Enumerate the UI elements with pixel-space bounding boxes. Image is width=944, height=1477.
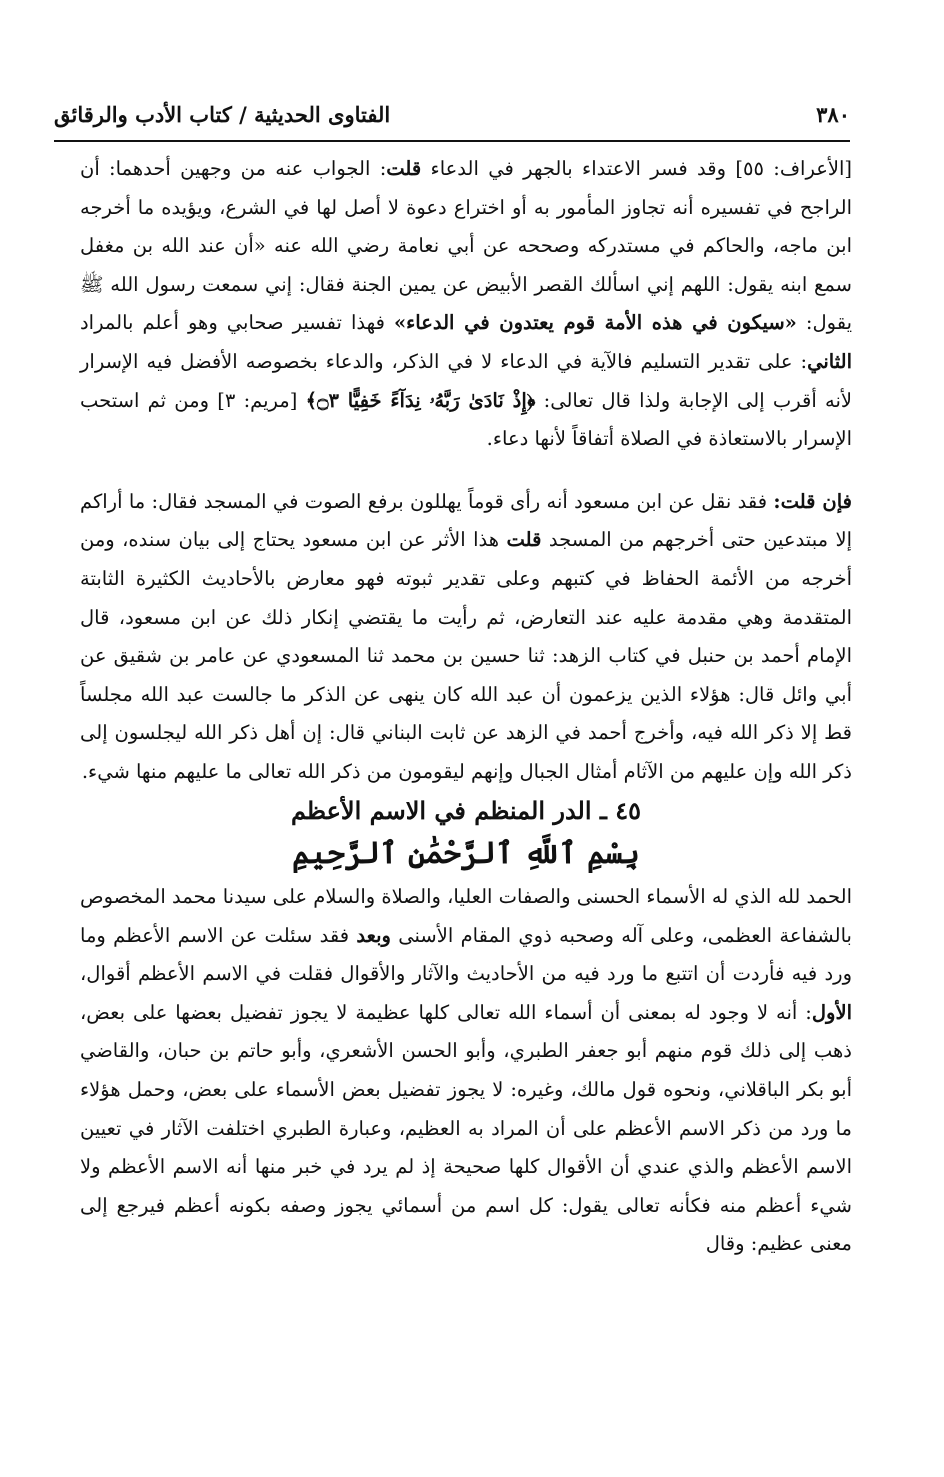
- keyword-qult: قلت: [506, 528, 542, 552]
- quran-verse: ﴿إِذْ نَادَىٰ رَبَّهُۥ نِدَآءً خَفِيًّا ۝٣﴾: [305, 388, 536, 412]
- keyword-second: الثاني: [807, 349, 852, 373]
- page-number: ٣٨٠: [816, 101, 850, 127]
- keyword-wa-baad: وبعد: [356, 923, 391, 947]
- page-body: [80, 150, 852, 1264]
- hadith-quote: «سيكون في هذه الأمة قوم يعتدون في الدعاء»: [393, 311, 797, 335]
- chapter-title: ٤٥ ـ الدر المنظم في الاسم الأعظم: [290, 795, 642, 825]
- text-run: فهذا تفسير صحابي وهو أعلم بالمراد: [80, 311, 394, 335]
- header-divider: [54, 140, 850, 142]
- text-run: : على تقدير التسليم فالآية في الدعاء لا في الذكر، والدعاء بخصوصه الأفضل فيه الإسرار لأنه أقرب إلى الإجابة ولذا قال تعالى:: [80, 349, 852, 412]
- running-title: الفتاوى الحديثية / كتاب الأدب والرقائق: [54, 101, 391, 127]
- text-run: الحمد لله الذي له الأسماء الحسنى والصفات العليا، والصلاة والسلام على سيدنا محمد المخصوص بالشفاعة العظمى، وعلى آله وصحبه ذوي المقام الأسنى: [80, 885, 852, 947]
- text-run: [الأعراف: ٥٥] وقد فسر الاعتداء بالجهر في الدعاء: [421, 157, 852, 180]
- text-run: فقد نقل عن ابن مسعود أنه رأى قوماً يهللون برفع الصوت في المسجد فقال: ما أراكم إلا مبتدعين حتى أخرجهم من المسجد: [80, 489, 852, 552]
- text-run: فقد سئلت عن الاسم الأعظم وما ورد فيه فأردت أن اتتبع ما ورد فيه من الأحاديث والآثار والأقوال فقلت في الاسم الأعظم أقوال،: [80, 923, 852, 986]
- paragraph-2: [80, 483, 852, 792]
- paragraph-3: [80, 878, 852, 1264]
- text-run: : الجواب عنه من وجهين أحدهما: أن الراجح في تفسيره أنه تجاوز المأمور به أو اختراع دعوة لا أصل لها في الشرع، ويؤيده ما أخرجه ابن ماجه، والحاكم في مستدركه وصححه عن أبي نعامة رضي الله عنه «أن عند الله بن مغفل سمع ابنه يقول: اللهم إني اسألك القصر الأبيض عن يمين الجنة فقال: إني سمعت رسول الله ﷺ يقول:: [80, 157, 852, 335]
- text-run: هذا الأثر عن ابن مسعود يحتاج إلى بيان سنده، ومن أخرجه من الأئمة الحفاظ في كتبهم وعلى تقدير ثبوته فهو معارض بالأحاديث الكثيرة الثابتة المتقدمة وهي مقدمة عليه عند التعارض، ثم رأيت ما يقتضي إنكار ذلك عن ابن مسعود، قال الإمام أحمد بن حنبل في كتاب الزهد: ثنا حسين بن محمد ثنا المسعودي عن عامر بن شقيق عن أبي وائل قال: هؤلاء الذين يزعمون أن عبد الله كان ينهى عن الذكر ما جالست عبد الله مجلساً قط إلا ذكر الله فيه، وأخرج أحمد في الزهد عن ثابت البناني قال: إن أهل ذكر الله ليجلسون إلى ذكر الله وإن عليهم من الآثام أمثال الجبال وإنهم ليقومون من ذكر الله تعالى ما عليهم منها شيء.: [80, 528, 852, 783]
- paragraph-1: [80, 150, 852, 459]
- text-run: [مريم: ٣] ومن ثم استحب الإسرار بالاستعاذة في الصلاة أتفاقاً لأنها دعاء.: [80, 388, 852, 451]
- text-run: : أنه لا وجود له بمعنى أن أسماء الله تعالى كلها عظيمة لا يجوز تفضيل بعضها على بعض، ذهب إلى ذلك قوم منهم أبو جعفر الطبري، وأبو الحسن الأشعري، وأبو حاتم بن حبان، والقاضي أبو بكر الباقلاني، ونحوه قول مالك، وغيره: لا يجوز تفضيل بعض الأسماء على بعض، وحمل هؤلاء ما ورد من ذكر الاسم الأعظم على أن المراد به العظيم، وعبارة الطبري اختلفت الآثار في تعيين الاسم الأعظم والذي عندي أن الأقوال كلها صحيحة إذ لم يرد في خبر منها أنه الاسم الأعظم ولا شيء أعظم منه فكأنه تعالى يقول: كل اسم من أسمائي يجوز وصفه بكونه أعظم فيرجع إلى معنى عظيم: وقال: [80, 1000, 853, 1256]
- page-header: [54, 92, 850, 136]
- keyword-fa-in-qult: فإن قلت:: [773, 489, 852, 513]
- keyword-first: الأول: [811, 1000, 852, 1024]
- basmala: بِسْمِ ٱللَّهِ ٱلرَّحْمَٰنِ ٱلرَّحِيمِ: [292, 836, 640, 872]
- keyword-qult: قلت: [386, 157, 422, 180]
